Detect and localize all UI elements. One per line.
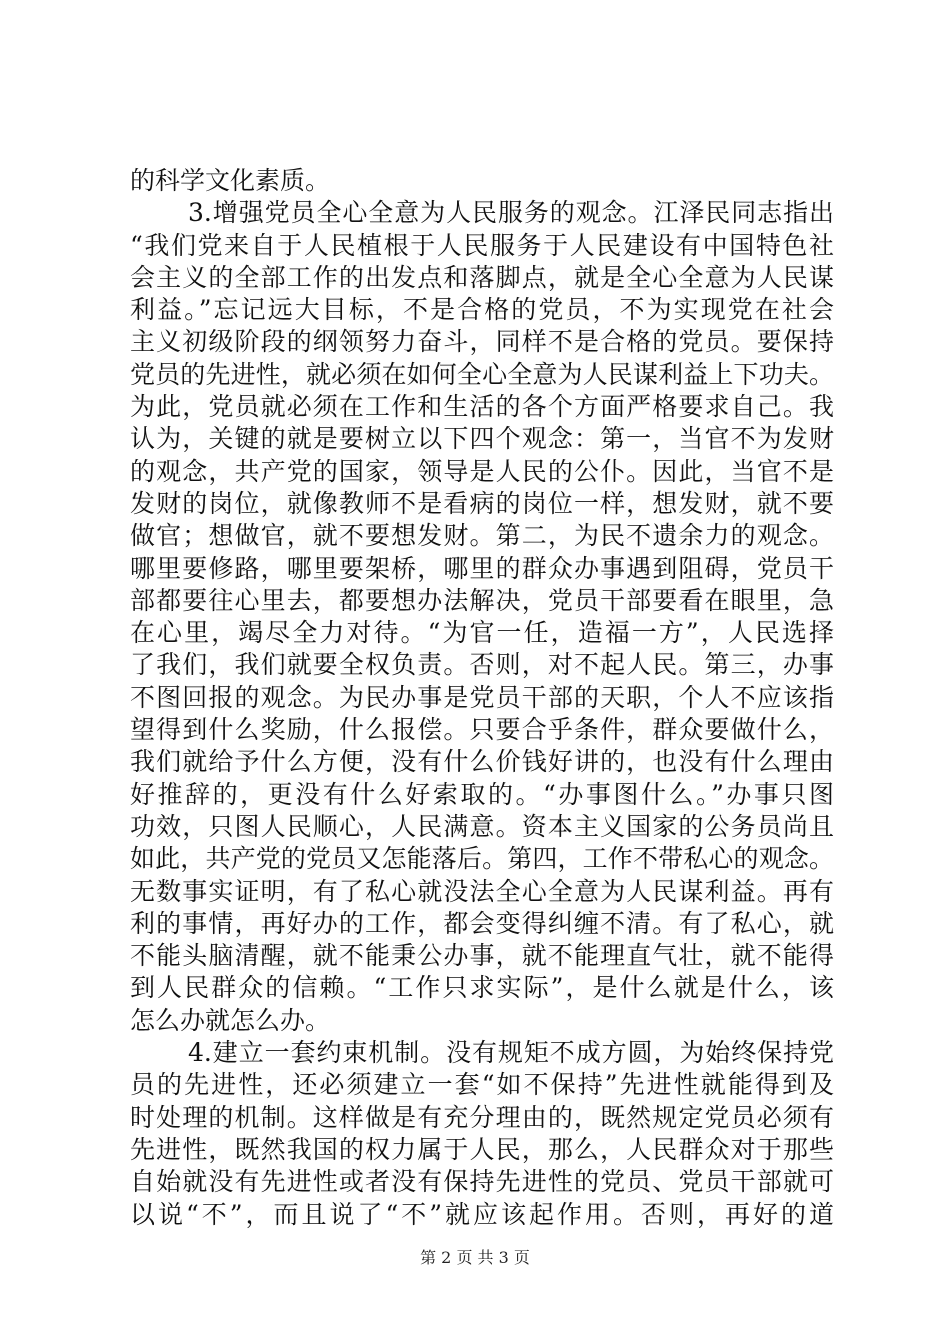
text-line: 如此，共产党的党员又怎能落后。第四，工作不带私心的观念。: [130, 844, 834, 874]
text-line: 自始就没有先进性或者没有保持先进性的党员、党员干部就可: [130, 1167, 834, 1197]
text-line: 我们就给予什么方便，没有什么价钱好讲的，也没有什么理由: [130, 747, 834, 777]
body-text: [130, 165, 834, 1231]
text-line: 在心里，竭尽全力对待。“为官一任，造福一方”，人民选择: [130, 618, 834, 648]
text-line: 4.建立一套约束机制。没有规矩不成方圆，为始终保持党: [188, 1038, 834, 1068]
text-line: 党员的先进性，就必须在如何全心全意为人民谋利益上下功夫。: [130, 359, 834, 389]
text-line: 的观念，共产党的国家，领导是人民的公仆。因此，当官不是: [130, 456, 834, 486]
text-line: 3.增强党员全心全意为人民服务的观念。江泽民同志指出: [188, 198, 834, 228]
text-line: 时处理的机制。这样做是有充分理由的，既然规定党员必须有: [130, 1102, 834, 1132]
text-line: 无数事实证明，有了私心就没法全心全意为人民谋利益。再有: [130, 876, 834, 906]
text-line: 不图回报的观念。为民办事是党员干部的天职，个人不应该指: [130, 682, 834, 712]
text-line: 利的事情，再好办的工作，都会变得纠缠不清。有了私心，就: [130, 908, 834, 938]
text-line: “我们党来自于人民植根于人民服务于人民建设有中国特色社: [130, 230, 834, 260]
text-line: 好推辞的，更没有什么好索取的。“办事图什么。”办事只图: [130, 779, 834, 809]
text-line: 主义初级阶段的纲领努力奋斗，同样不是合格的党员。要保持: [130, 327, 834, 357]
text-line: 部都要往心里去，都要想办法解决，党员干部要看在眼里，急: [130, 585, 834, 615]
text-line: 认为，关键的就是要树立以下四个观念：第一，当官不为发财: [130, 424, 834, 454]
text-line: 到人民群众的信赖。“工作只求实际”，是什么就是什么，该: [130, 973, 834, 1003]
text-line: 做官；想做官，就不要想发财。第二，为民不遗余力的观念。: [130, 521, 834, 551]
text-line: 望得到什么奖励，什么报偿。只要合乎条件，群众要做什么，: [130, 715, 834, 745]
text-line: 利益。”忘记远大目标，不是合格的党员，不为实现党在社会: [130, 295, 834, 325]
text-line: 哪里要修路，哪里要架桥，哪里的群众办事遇到阻碍，党员干: [130, 553, 834, 583]
text-line: 以说“不”，而且说了“不”就应该起作用。否则，再好的道: [130, 1199, 834, 1229]
text-line: 发财的岗位，就像教师不是看病的岗位一样，想发财，就不要: [130, 488, 834, 518]
text-line: 先进性，既然我国的权力属于人民，那么，人民群众对于那些: [130, 1134, 834, 1164]
text-line: 怎么办就怎么办。: [130, 1005, 331, 1035]
text-line: 的科学文化素质。: [130, 166, 331, 195]
text-line: 员的先进性，还必须建立一套“如不保持”先进性就能得到及: [130, 1070, 834, 1100]
text-line: 功效，只图人民顺心，人民满意。资本主义国家的公务员尚且: [130, 811, 834, 841]
text-line: 为此，党员就必须在工作和生活的各个方面严格要求自己。我: [130, 392, 834, 422]
page-number-footer: 第 2 页 共 3 页: [420, 1248, 530, 1267]
text-line: 会主义的全部工作的出发点和落脚点，就是全心全意为人民谋: [130, 262, 834, 292]
text-line: 了我们，我们就要全权负责。否则，对不起人民。第三，办事: [130, 650, 834, 680]
text-line: 不能头脑清醒，就不能秉公办事，就不能理直气壮，就不能得: [130, 941, 834, 971]
